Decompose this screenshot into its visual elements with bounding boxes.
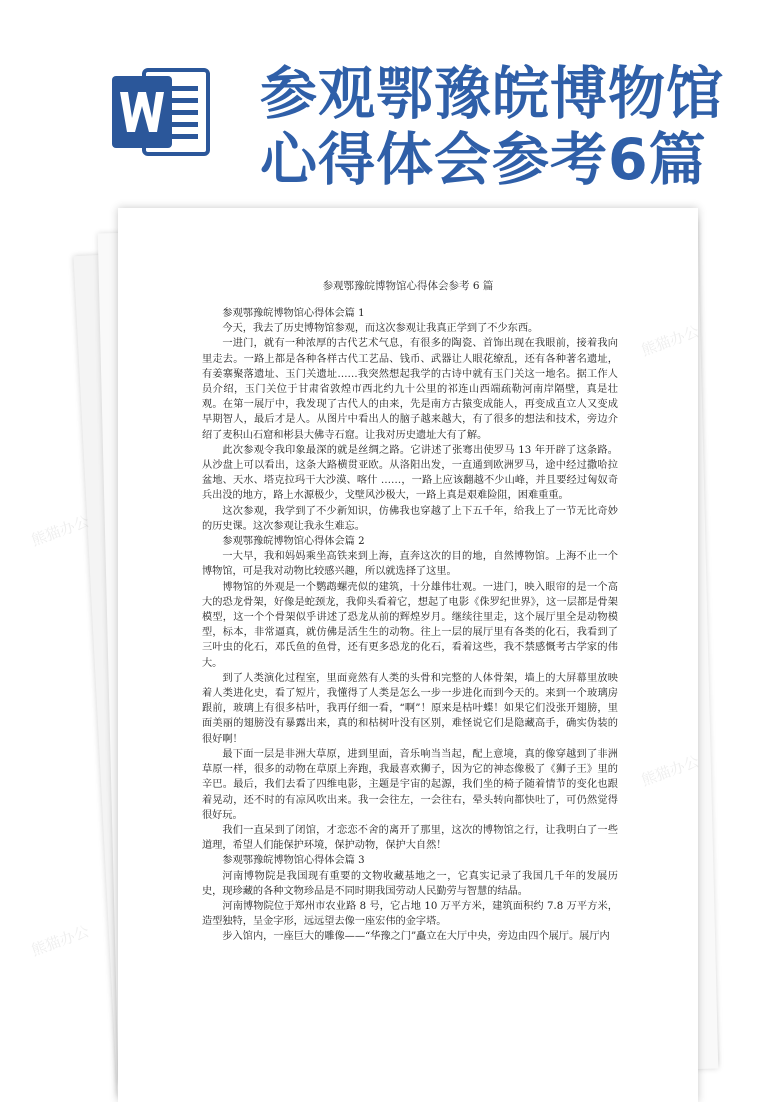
body-paragraph: 到了人类演化过程室，里面竟然有人类的头骨和完整的人体骨架，墙上的大屏幕里放映着人类进化史，看了短片，我懂得了人类是怎么一步一步进化而到今天的。来到一个玻璃房跟前，玻璃上有很多枯叶，我再仔细一看，“啊”！原来是枯叶蝶！如果它们没张开翅膀，里面美丽的翅膀没有暴露出来，真的和枯树叶没有区别，难怪说它们是隐藏高手，确实伪装的很好啊！ — [202, 672, 618, 745]
body-paragraph: 一进门，就有一种浓厚的古代艺术气息，有很多的陶瓷、首饰出现在我眼前，接着我向里走去。一路上都是各种各样古代工艺品、钱币、武器让人眼花缭乱，还有各种著名遗址，有姜寨聚落遗址、玉门关遗址……我突然想起我学的古诗中就有玉门关这一地名。据工作人员介绍，玉门关位于甘肃省敦煌市西北约九十公里的祁连山西端疏勒河南岸隔壁，真是壮观。在第一展厅中，我发现了古代人的由来，先是南方古猿变成能人，再变成直立人又变成早期智人，最后才是人。从图片中看出人的脑子越来越大，有了很多的想法和技术，旁边介绍了麦积山石窟和彬县大佛寺石窟。让我对历史遗址大有了解。 — [202, 338, 618, 441]
body-paragraph: 今天，我去了历史博物馆参观，而这次参观让我真正学到了不少东西。 — [222, 323, 539, 335]
body-paragraph: 一大早，我和妈妈乘坐高铁来到上海，直奔这次的目的地，自然博物馆。上海不止一个博物馆，可是我对动物比较感兴趣，所以就选择了这里。 — [202, 551, 618, 578]
section-heading: 参观鄂豫皖博物馆心得体会篇 2 — [222, 536, 365, 548]
body-paragraph: 我们一直呆到了闭馆，才恋恋不舍的离开了那里，这次的博物馆之行，让我明白了一些道理，希望人们能保护环境，保护动物，保护大自然！ — [202, 824, 618, 852]
body-paragraph: 最下面一层是非洲大草原，进到里面，音乐响当当起，配上意境，真的像穿越到了非洲草原一样，很多的动物在草原上奔跑，我最喜欢狮子，因为它的神态像极了《狮子王》里的辛巴。最后，我们去看了四维电影，主题是宇宙的起源，我们坐的椅子随着情节的变化也跟着晃动，还不时的有凉风吹出来。我一会往左，一会往右，晕头转向都快吐了，可仍然觉得很好玩。 — [202, 748, 618, 821]
section-heading: 参观鄂豫皖博物馆心得体会篇 1 — [222, 308, 365, 319]
document-page — [118, 208, 698, 1102]
body-paragraph: 步入馆内，一座巨大的雕像——“华豫之门”矗立在大厅中央，旁边由四个展厅。展厅内 — [222, 931, 610, 943]
watermark: 熊猫办公 — [28, 922, 92, 960]
document-title: 参观鄂豫皖博物馆心得体会参考 6 篇 — [322, 280, 494, 292]
header-title-line-2: 心得体会参考6篇 — [260, 127, 707, 193]
body-paragraph: 此次参观令我印象最深的就是丝绸之路。它讲述了张骞出使罗马 13 年开辟了这条路。从沙盘上可以看出，这条大路横贯亚欧。从洛阳出发，一直通到欧洲罗马，途中经过撒哈拉盆地、天水、塔克拉玛干大沙漠、喀什 ……，一路上应该翻越不少山峰，并且要经过匈奴奇兵出没的地方，路上水源极少，戈壁风沙极大，一路上真是艰难险阻，困难重重。 — [202, 444, 618, 502]
header-title-line-1: 参观鄂豫皖博物馆 — [260, 61, 724, 127]
body-paragraph: 河南博物院是我国现有重要的文物收藏基地之一，它真实记录了我国几千年的发展历史，现珍藏的各种文物珍品是不同时期我国劳动人民勤劳与智慧的结晶。 — [202, 870, 618, 897]
body-paragraph: 博物馆的外观是一个鹦鹉螺壳似的建筑，十分雄伟壮观。一进门，映入眼帘的是一个高大的恐龙骨架，好像是蛇颈龙，我仰头看着它，想起了电影《侏罗纪世界》，这一层都是骨架模型，这一个个骨架似乎讲述了恐龙从前的辉煌岁月。继续往里走，这个展厅里全是动物模型，标本，非常逼真，就仿佛是活生生的动物。往上一层的展厅里有各类的化石，我看到了三叶虫的化石，邓氏鱼的鱼骨，还有更多恐龙的化石，看着这些，我不禁感慨考古学家的伟大。 — [202, 581, 618, 669]
watermark: 熊猫办公 — [28, 512, 92, 550]
page-header — [0, 0, 780, 200]
body-paragraph: 这次参观，我学到了不少新知识，仿佛我也穿越了上下五千年，给我上了一节无比奇妙的历史课。这次参观让我永生难忘。 — [202, 505, 618, 532]
section-heading: 参观鄂豫皖博物馆心得体会篇 3 — [222, 855, 365, 867]
word-document-icon — [110, 62, 212, 162]
document-body — [202, 306, 618, 945]
body-paragraph: 河南博物院位于郑州市农业路 8 号，它占地 10 万平方米，建筑面积约 7.8 万平方米，造型独特，呈金字形，远远望去像一座宏伟的金字塔。 — [202, 900, 618, 928]
